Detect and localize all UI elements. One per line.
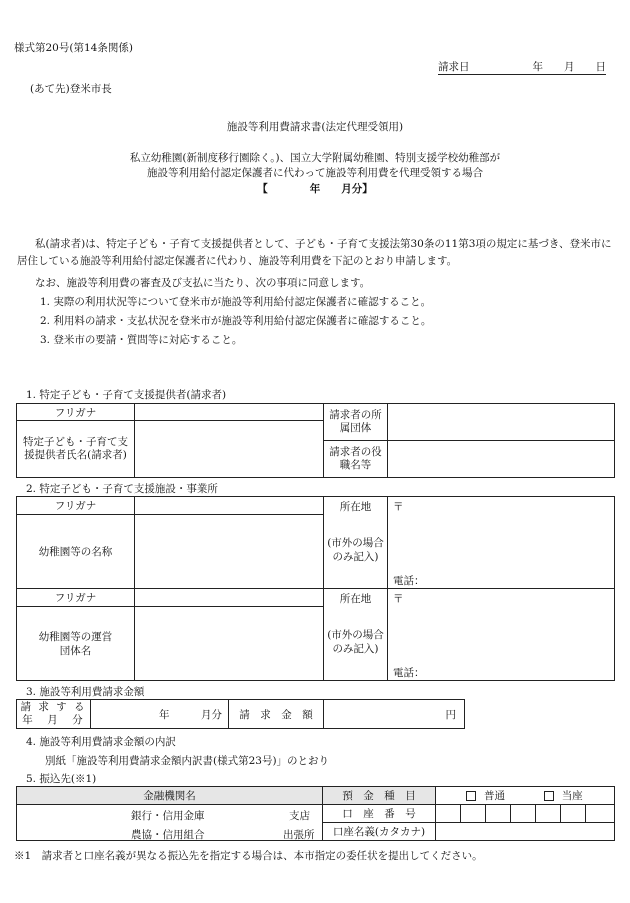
- bank-table: [16, 786, 615, 841]
- operator-furigana-input[interactable]: [135, 589, 324, 607]
- facility-furigana-input[interactable]: [135, 497, 324, 515]
- postal-mark: 〒: [393, 593, 404, 605]
- account-number-label: 口 座 番 号: [323, 805, 436, 823]
- section3-heading: 3. 施設等利用費請求金額: [26, 686, 145, 698]
- postal-mark: 〒: [393, 501, 404, 513]
- affiliation-label: 請求者の所属団体: [324, 404, 388, 441]
- outside-city-note: (市外の場合のみ記入): [327, 537, 384, 563]
- outside-city-note: (市外の場合のみ記入): [327, 629, 384, 655]
- footnote: ※1 請求者と口座名義が異なる振込先を指定する場合は、本市指定の委任状を提出してください。: [14, 850, 483, 862]
- branch-label: 支店: [289, 810, 310, 822]
- provider-table: [16, 403, 615, 478]
- checkbox-normal[interactable]: 普通: [466, 790, 505, 802]
- title-input[interactable]: [388, 441, 615, 478]
- phone-label: 電話：: [393, 575, 425, 587]
- provider-name-input[interactable]: [135, 421, 324, 478]
- furigana-input[interactable]: [135, 404, 324, 421]
- account-digit-2[interactable]: [461, 805, 486, 823]
- section1-heading: 1. 特定子ども・子育て支援提供者(請求者): [26, 389, 227, 401]
- facility-table: [16, 496, 615, 681]
- facility-name-label: 幼稚園等の名称: [17, 515, 135, 589]
- consent-item-3: 3. 登米市の要請・質問等に対応すること。: [40, 334, 243, 346]
- bank-type-1: 銀行・信用金庫: [131, 810, 205, 822]
- checkbox-current[interactable]: 当座: [544, 790, 583, 802]
- declaration-paragraph: 私(請求者)は、特定子ども・子育て支援提供者として、子ども・子育て支援法第30条の11第3項の規定に基づき、登米市に居住している施設等利用給付認定保護者に代わり、施設等利用費を下記のとおり申請します。: [17, 238, 612, 267]
- account-digit-4[interactable]: [511, 805, 536, 823]
- consent-paragraph: なお、施設等利用費の審査及び支払に当たり、次の事項に同意します。: [35, 277, 371, 289]
- location-label: 所在地: [339, 593, 372, 605]
- facility-location-label: [324, 497, 388, 589]
- account-digit-6[interactable]: [561, 805, 586, 823]
- section4-heading: 4. 施設等利用費請求金額の内訳: [26, 736, 176, 748]
- title-label: 請求者の役職名等: [324, 441, 388, 478]
- request-date: 請求日 年 月 日: [438, 61, 606, 73]
- furigana-label: フリガナ: [17, 404, 135, 421]
- facility-address-input[interactable]: [388, 497, 615, 589]
- subtitle-line1: 私立幼稚園(新制度移行園除く。)、国立大学附属幼稚園、特別支援学校幼稚部が: [129, 152, 501, 164]
- amount-table: [16, 699, 465, 729]
- period-input[interactable]: 年 月分: [91, 700, 229, 729]
- sub-branch-label: 出張所: [283, 829, 315, 841]
- document-title: 施設等利用費請求書(法定代理受領用): [226, 121, 404, 133]
- period-label: 請 求 す る年 月 分: [17, 700, 91, 729]
- section5-heading: 5. 振込先(※1): [26, 773, 97, 785]
- consent-item-1: 1. 実際の利用状況等について登米市が施設等利用給付認定保護者に確認すること。: [40, 296, 432, 308]
- section4-text: 別紙「施設等利用費請求金額内訳書(様式第23号)」のとおり: [45, 755, 330, 767]
- account-digit-7[interactable]: [586, 805, 615, 823]
- phone-label: 電話：: [393, 667, 425, 679]
- subtitle-line2: 施設等利用給付認定保護者に代わって施設等利用費を代理受領する場合: [147, 167, 483, 179]
- section2-heading: 2. 特定子ども・子育て支援施設・事業所: [26, 483, 218, 495]
- account-name-input[interactable]: [436, 823, 615, 841]
- facility-furigana-label: フリガナ: [17, 497, 135, 515]
- account-digit-3[interactable]: [486, 805, 511, 823]
- bank-type-2: 農協・信用組合: [131, 829, 205, 841]
- affiliation-input[interactable]: [388, 404, 615, 441]
- subtitle-period: 【 年 月分】: [257, 183, 373, 195]
- account-digit-1[interactable]: [436, 805, 461, 823]
- account-digit-5[interactable]: [536, 805, 561, 823]
- operator-name-input[interactable]: [135, 607, 324, 681]
- bank-name-label: 金融機関名: [17, 787, 323, 805]
- operator-address-input[interactable]: [388, 589, 615, 681]
- bank-name-input[interactable]: [17, 805, 323, 841]
- form-number: 様式第20号(第14条関係): [14, 42, 133, 54]
- operator-name-label: 幼稚園等の運営団体名: [17, 607, 135, 681]
- operator-furigana-label: フリガナ: [17, 589, 135, 607]
- deposit-type-options: [436, 787, 615, 805]
- deposit-type-label: 預 金 種 目: [323, 787, 436, 805]
- consent-item-2: 2. 利用料の請求・支払状況を登米市が施設等利用給付認定保護者に確認すること。: [40, 315, 432, 327]
- provider-name-label: 特定子ども・子育て支援提供者氏名(請求者): [17, 421, 135, 478]
- addressee: (あて先)登米市長: [30, 83, 112, 95]
- amount-label: 請 求 金 額: [229, 700, 324, 729]
- location-label: 所在地: [339, 501, 372, 513]
- amount-input[interactable]: 円: [324, 700, 465, 729]
- facility-name-input[interactable]: [135, 515, 324, 589]
- operator-location-label: [324, 589, 388, 681]
- account-name-label: 口座名義(カタカナ): [323, 823, 436, 841]
